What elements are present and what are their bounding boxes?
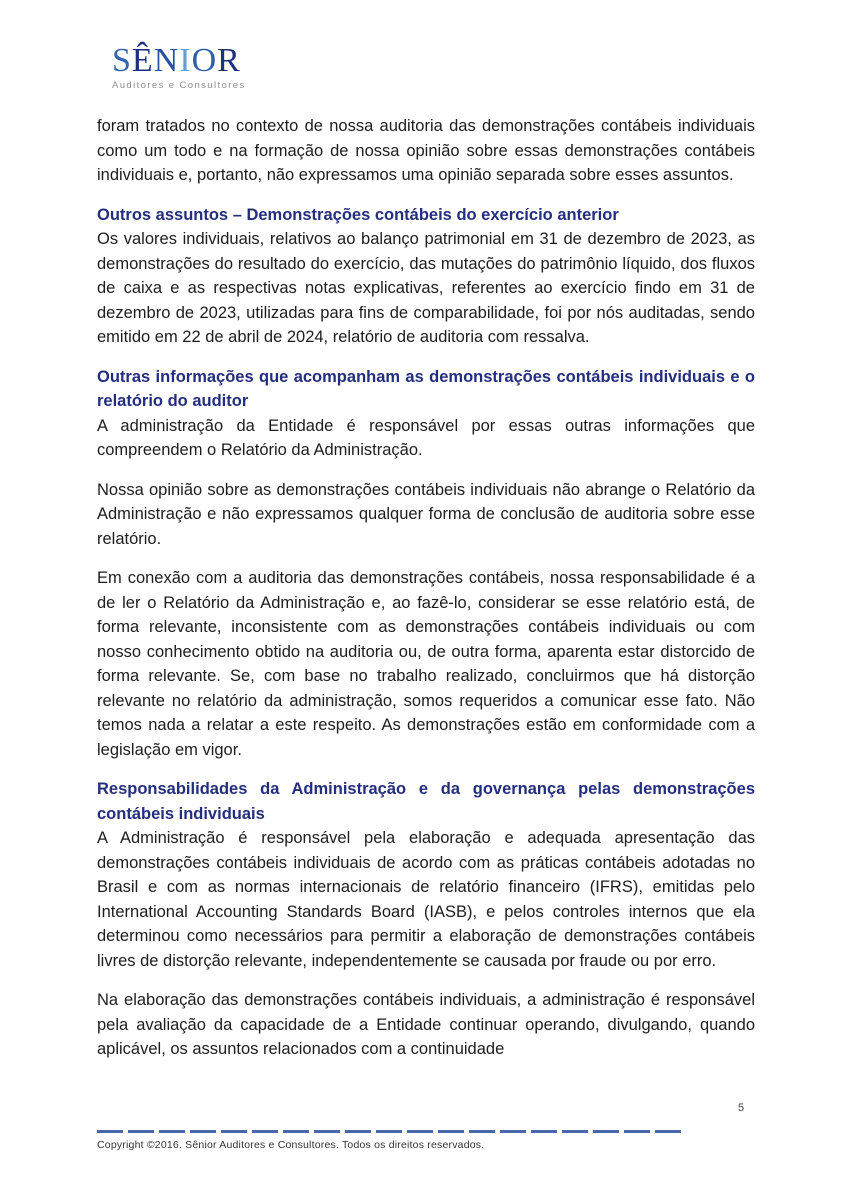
paragraph-continuation: foram tratados no contexto de nossa auditoria das demonstrações contábeis individuais como um todo e na formação de nossa opinião sobre essas demonstrações contábeis individuais e, portanto, não expressamos uma opinião separada sobre esses assuntos. [97, 117, 755, 184]
logo-wordmark [112, 44, 246, 78]
logo-letter: N [153, 42, 180, 79]
logo-letter: I [179, 42, 192, 79]
paragraph-administracao-responsavel: A Administração é responsável pela elaboração e adequada apresentação das demonstrações contábeis individuais de acordo com as práticas contábeis adotadas no Brasil e com as normas internacionais de relatório financeiro (IFRS), emitidas pelo International Accounting Standards Board (IASB), e pelos controles internos que ela determinou como necessários para permitir a elaboração de demonstrações contábeis livres de distorção relevante, independentemente se causada por fraude ou por erro. [97, 829, 755, 970]
company-logo [112, 44, 246, 91]
paragraph-em-conexao: Em conexão com a auditoria das demonstrações contábeis, nossa responsabilidade é a de ler o Relatório da Administração e, ao fazê-lo, considerar se esse relatório está, de forma relevante, inconsistente com as demonstrações contábeis individuais ou com nosso conhecimento obtido na auditoria ou, de outra forma, aparenta estar distorcido de forma relevante. Se, com base no trabalho realizado, concluirmos que há distorção relevante no relatório da administração, somos requeridos a comunicar esse fato. Não temos nada a relatar a este respeito. As demonstrações estão em conformidade com a legislação em vigor. [97, 569, 755, 759]
section-heading-outros-assuntos: Outros assuntos – Demonstrações contábeis do exercício anterior [97, 205, 619, 224]
paragraph-na-elaboracao: Na elaboração das demonstrações contábeis individuais, a administração é responsável pela avaliação da capacidade de a Entidade continuar operando, divulgando, quando aplicável, os assuntos relacionados com a continuidade [97, 991, 755, 1058]
logo-letter: O [191, 42, 218, 79]
page-number: 5 [738, 1102, 745, 1114]
paragraph-valores-individuais: Os valores individuais, relativos ao balanço patrimonial em 31 de dezembro de 2023, as demonstrações do resultado do exercício, das mutações do patrimônio líquido, dos fluxos de caixa e as respectivas notas explicativas, referentes ao exercício findo em 31 de dezembro de 2023, utilizadas para fins de comparabilidade, foi por nós auditadas, sendo emitido em 22 de abril de 2024, relatório de auditoria com ressalva. [97, 230, 755, 346]
document-body [97, 114, 755, 1077]
section-heading-responsabilidades: Responsabilidades da Administração e da governança pelas demonstrações contábeis individuais [97, 780, 755, 823]
logo-tagline: Auditores e Consultores [112, 80, 246, 91]
logo-letter: R [217, 42, 241, 79]
logo-letter: S [112, 42, 132, 79]
paragraph-nossa-opiniao: Nossa opinião sobre as demonstrações contábeis individuais não abrange o Relatório da Administração e não expressamos qualquer forma de conclusão de auditoria sobre esse relatório. [97, 480, 755, 548]
footer-divider-dashed-line [97, 1130, 681, 1133]
footer-copyright: Copyright ©2016. Sênior Auditores e Consultores. Todos os direitos reservados. [97, 1139, 485, 1151]
paragraph-administracao-entidade: A administração da Entidade é responsável por essas outras informações que compreendem o Relatório da Administração. [97, 416, 755, 459]
section-heading-outras-informacoes: Outras informações que acompanham as demonstrações contábeis individuais e o relatório do auditor [97, 367, 755, 410]
logo-letter: Ê [131, 42, 154, 79]
